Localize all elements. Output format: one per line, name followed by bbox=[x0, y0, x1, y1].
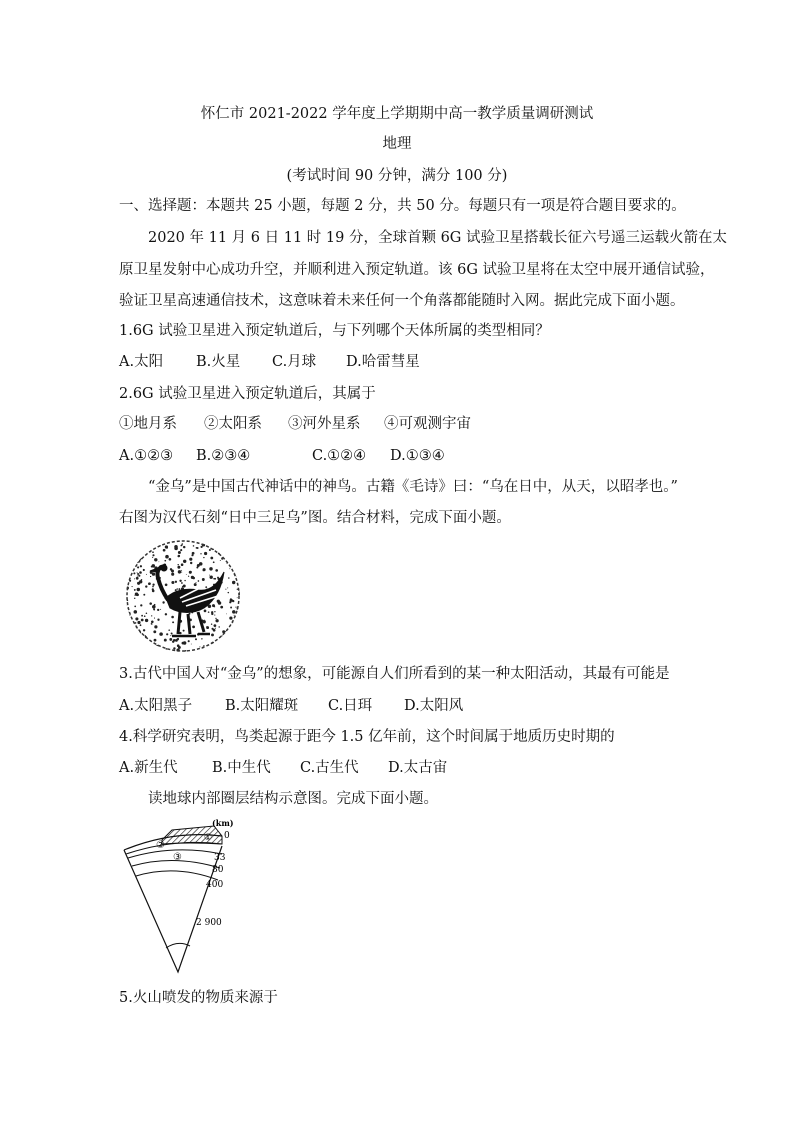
depth-label-80: 80 bbox=[212, 865, 224, 875]
passage1-line2: 原卫星发射中心成功升空，并顺利进入预定轨道。该 6G 试验卫星将在太空中展开通信试验， bbox=[119, 262, 715, 278]
question-2-stem: 2.6G 试验卫星进入预定轨道后，其属于 bbox=[119, 386, 376, 402]
q2-item-2: ②太阳系 bbox=[204, 416, 262, 432]
passage1-line3: 验证卫星高速通信技术，这意味着未来任何一个角落都能随时入网。据此完成下面小题。 bbox=[119, 293, 685, 309]
layer-label-3: ③ bbox=[173, 852, 182, 863]
question-4-stem: 4.科学研究表明，鸟类起源于距今 1.5 亿年前，这个时间属于地质历史时期的 bbox=[119, 729, 615, 745]
q1-option-c: C.月球 bbox=[272, 354, 317, 370]
subject-title: 地理 bbox=[382, 136, 412, 152]
layer-label-2: ② bbox=[156, 840, 165, 851]
depth-label-0: 0 bbox=[224, 831, 230, 841]
question-3-stem: 3.古代中国人对“金乌”的想象，可能源自人们所看到的某一种太阳活动，其最有可能是 bbox=[119, 666, 670, 682]
depth-label-400: 400 bbox=[206, 880, 224, 890]
continental-crust bbox=[162, 826, 222, 844]
passage1-line1: 2020 年 11 月 6 日 11 时 19 分，全球首颗 6G 试验卫星搭载长征六号遥三运载火箭在太 bbox=[148, 230, 727, 246]
q4-option-c: C.古生代 bbox=[300, 760, 359, 776]
sun-crow-carving-image bbox=[124, 538, 242, 654]
exam-title: 怀仁市 2021-2022 学年度上学期期中高一教学质量调研测试 bbox=[200, 106, 594, 122]
q3-option-c: C.日珥 bbox=[328, 698, 373, 714]
question-5-stem: 5.火山喷发的物质来源于 bbox=[119, 990, 278, 1006]
passage3-line1: 读地球内部圈层结构示意图。完成下面小题。 bbox=[148, 791, 438, 807]
q2-option-c: C.①②④ bbox=[312, 448, 367, 464]
passage2-line2: 右图为汉代石刻“日中三足乌”图。结合材料，完成下面小题。 bbox=[119, 510, 511, 526]
unit-label: (km) bbox=[212, 818, 234, 828]
q2-option-b: B.②③④ bbox=[196, 448, 251, 464]
q2-item-4: ④可观测宇宙 bbox=[384, 416, 471, 432]
q1-option-b: B.火星 bbox=[196, 354, 241, 370]
q4-option-b: B.中生代 bbox=[212, 760, 271, 776]
q3-option-d: D.太阳风 bbox=[404, 698, 464, 714]
depth-label-33: 33 bbox=[214, 853, 226, 863]
q4-option-a: A.新生代 bbox=[119, 760, 178, 776]
exam-info: (考试时间 90 分钟，满分 100 分) bbox=[286, 168, 508, 184]
depth-label-2900: 2 900 bbox=[196, 918, 222, 928]
q2-option-a: A.①②③ bbox=[119, 448, 174, 464]
q3-option-b: B.太阳耀斑 bbox=[225, 698, 299, 714]
q2-item-3: ③河外星系 bbox=[288, 416, 361, 432]
section-heading: 一、选择题：本题共 25 小题，每题 2 分，共 50 分。每题只有一项是符合题目要求的。 bbox=[119, 198, 686, 214]
question-1-stem: 1.6G 试验卫星进入预定轨道后，与下列哪个天体所属的类型相同？ bbox=[119, 323, 550, 339]
q4-option-d: D.太古宙 bbox=[388, 760, 448, 776]
earth-layers-diagram bbox=[118, 812, 248, 980]
q2-item-1: ①地月系 bbox=[119, 416, 177, 432]
q1-option-a: A.太阳 bbox=[119, 354, 164, 370]
passage2-line1: “金乌”是中国古代神话中的神鸟。古籍《毛诗》曰：“乌在日中，从天，以昭孝也。” bbox=[148, 479, 678, 495]
q1-option-d: D.哈雷彗星 bbox=[346, 354, 420, 370]
q3-option-a: A.太阳黑子 bbox=[119, 698, 193, 714]
layer-label-1: ① bbox=[204, 833, 213, 843]
q2-option-d: D.①③④ bbox=[390, 448, 445, 464]
